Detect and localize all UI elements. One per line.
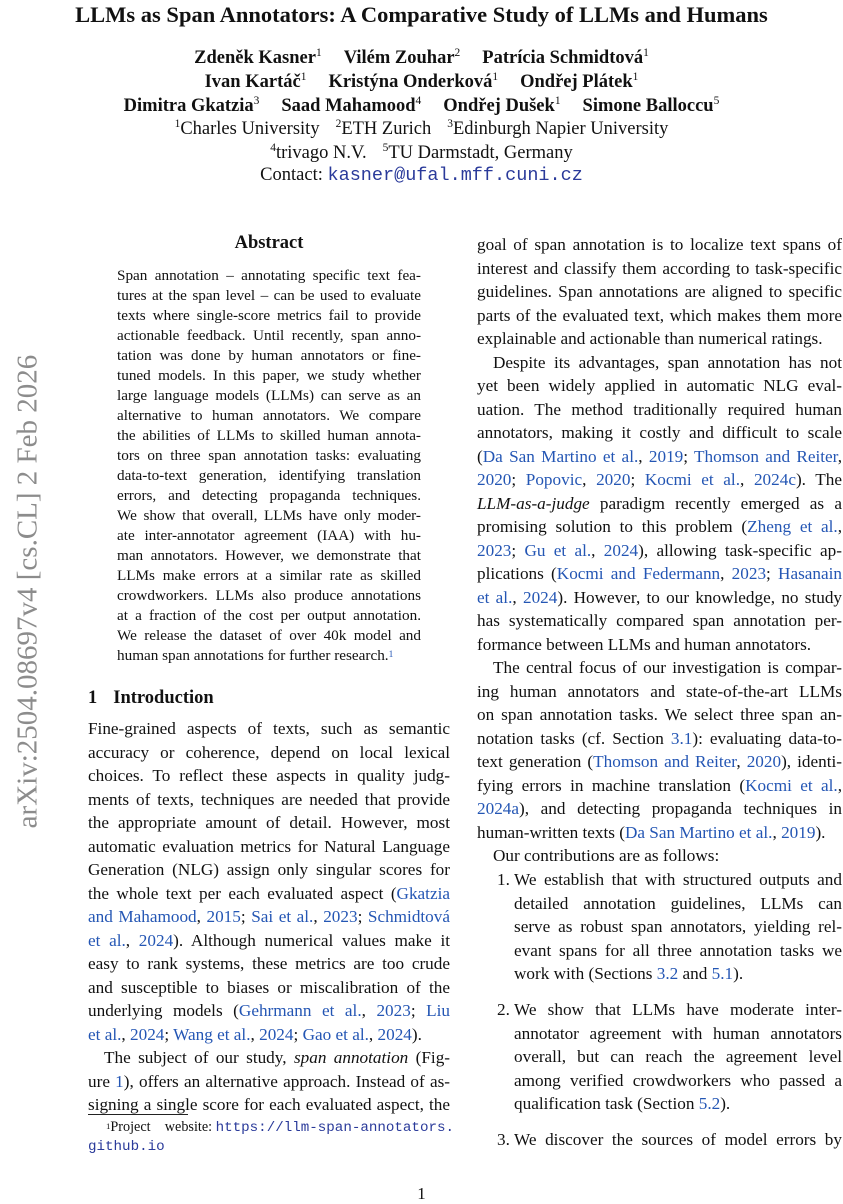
- affiliation-line: [0, 143, 843, 164]
- text-line: crowdworkers. LLMs also produce annotations: [117, 587, 421, 604]
- citation-link[interactable]: Kocmi et al.: [745, 775, 838, 795]
- page-number: 1: [417, 1184, 426, 1203]
- citation-link[interactable]: et al.: [88, 1024, 122, 1044]
- affiliation-line: [0, 119, 843, 140]
- text-line: and Mahamood, 2015; Sai et al., 2023; Schmidtová: [88, 907, 451, 926]
- text-line: serve as robust span annotators, yielding rel-: [514, 917, 842, 936]
- citation-link[interactable]: 2023: [477, 540, 512, 560]
- text-line: data-to-text generation, identifying translation: [117, 467, 421, 484]
- text-line: The central focus of our investigation is compar-: [493, 658, 842, 677]
- author-line: [0, 72, 843, 93]
- citation-link[interactable]: Da San Martino et al.: [624, 822, 773, 842]
- list-number: 1.: [497, 870, 510, 889]
- citation-link[interactable]: 2023: [323, 907, 358, 926]
- emphasis: LLM-as-a-judge: [477, 493, 590, 513]
- contact-line: [0, 165, 843, 186]
- author-name: Vilém Zouhar$^2$: [343, 47, 461, 68]
- citation-link[interactable]: et al.: [88, 930, 126, 950]
- footnote: [88, 1118, 454, 1157]
- citation-link[interactable]: Sai et al.: [251, 907, 314, 926]
- citation-link[interactable]: Thomson and Reiter: [694, 446, 838, 466]
- citation-link[interactable]: Gehrmann et al.: [238, 1001, 362, 1020]
- text-line: formance between LLMs and human annotators.: [477, 634, 812, 654]
- affiliation-marker: 3: [447, 118, 453, 130]
- text-line: et al., 2024). Although numerical values make it: [88, 930, 450, 950]
- text-line: at a fraction of the cost per output annotation.: [117, 607, 421, 624]
- text-line: We show that overall, LLMs have only moder-: [117, 507, 421, 524]
- citation-link[interactable]: 2024a: [477, 799, 520, 818]
- text-line: tation was done by human annotators or fine-: [117, 347, 421, 364]
- citation-link[interactable]: 5.2: [698, 1094, 721, 1113]
- text-line: Fine-grained aspects of texts, such as semantic: [88, 719, 450, 738]
- text-line: yet been widely applied in automatic NLG eval-: [477, 376, 842, 395]
- text-line: ate inter-annotator agreement (IAA) with hu-: [117, 527, 421, 544]
- affiliation: [447, 119, 668, 139]
- text-line: notation tasks (cf. Section 3.1): evaluating data-to-: [477, 728, 843, 748]
- affiliation-marker: 5: [382, 142, 389, 154]
- footnote-rule: [88, 1114, 188, 1115]
- affiliation-marker: 4: [415, 95, 422, 107]
- text-line: automatic evaluation metrics for Natural Language: [88, 836, 450, 856]
- text-line: explainable and actionable than numerical ratings.: [477, 329, 823, 348]
- citation-link[interactable]: Hasanain: [778, 564, 842, 583]
- footnote-url-link-cont[interactable]: github.io: [88, 1139, 165, 1155]
- text-line: Span annotation – annotating specific text fea-: [117, 267, 421, 284]
- text-line: LLM-as-a-judge paradigm recently emerged as a: [477, 493, 842, 513]
- text-line: human-written texts (Da San Martino et al., 2019).: [477, 822, 826, 842]
- list-number: 2.: [497, 1000, 510, 1019]
- affiliation-marker: 1: [554, 95, 561, 107]
- citation-link[interactable]: 2024: [138, 930, 174, 950]
- affiliation: [383, 143, 573, 163]
- citation-link[interactable]: Kocmi et al.: [644, 470, 740, 489]
- text-line: accuracy or coherence, depend on local lexical: [88, 742, 450, 762]
- author-line: [0, 48, 843, 69]
- text-line: plications (Kocmi and Federmann, 2023; Hasanain: [477, 564, 842, 583]
- emphasis: span annotation: [293, 1048, 409, 1067]
- text-line: We show that LLMs have moderate inter-: [514, 1000, 842, 1019]
- citation-link[interactable]: et al.: [477, 587, 513, 607]
- text-line: annotators, making it costly and difficult to scale: [477, 423, 842, 442]
- text-line: the abilities of LLMs to skilled human annota-: [117, 427, 421, 444]
- text-line: qualification task (Section 5.2).: [514, 1094, 731, 1113]
- author-name: Dimitra Gkatzia$^3$: [123, 95, 260, 116]
- affiliation-marker: 4: [270, 142, 276, 154]
- contact-label: Contact:: [260, 165, 323, 185]
- abstract-heading: Abstract: [234, 233, 304, 253]
- citation-link[interactable]: and Mahamood: [88, 907, 197, 926]
- text-line: goal of span annotation is to localize text spans of: [477, 235, 842, 254]
- list-item-text: [514, 998, 842, 1116]
- text-line: Our contributions are as follows:: [493, 846, 720, 865]
- citation-link[interactable]: Liu: [426, 1001, 451, 1020]
- author-name: Ivan Kartáč$^1$: [204, 71, 307, 92]
- text-line: tors on three span annotation tasks: evaluating: [117, 447, 421, 464]
- text-line: LLMs make errors at a similar rate as skilled: [117, 567, 421, 584]
- affiliation-name: TU Darmstadt, Germany: [388, 143, 573, 163]
- author-name: Simone Balloccu$^5$: [582, 95, 720, 116]
- citation-link[interactable]: 3.1: [670, 728, 693, 748]
- citation-link[interactable]: Wang et al.: [173, 1024, 251, 1044]
- affiliation-marker: 1: [643, 47, 649, 59]
- text-line: uation. The method traditionally required human: [477, 399, 842, 419]
- text-line: We discover the sources of model errors by: [514, 1130, 842, 1149]
- text-line: We release the dataset of over 40k model and: [117, 627, 421, 644]
- text-line: man annotators. However, we demonstrate that: [117, 547, 421, 564]
- affiliation: [270, 143, 366, 163]
- text-line: We establish that with structured outputs and: [514, 870, 842, 889]
- text-line: text generation (Thomson and Reiter, 2020), identi-: [477, 752, 843, 771]
- text-line: evant spans for all three annotation tasks we: [514, 940, 842, 960]
- text-line: has systematically compared span annotation per-: [477, 611, 842, 630]
- citation-link[interactable]: 2024: [130, 1024, 165, 1044]
- list-item-text: [514, 868, 842, 986]
- text-line: Despite its advantages, span annotation has not: [493, 352, 842, 372]
- text-line: tures at the span level – can be used to evaluate: [117, 287, 421, 304]
- text-line: The subject of our study, span annotation (Fig-: [104, 1048, 451, 1067]
- text-line: annotator agreement with human annotators: [514, 1023, 842, 1043]
- author-name: Saad Mahamood$^4$: [281, 95, 422, 116]
- text-line: overall, but can reach the agreement level: [514, 1047, 842, 1066]
- text-line: 2020; Popovic, 2020; Kocmi et al., 2024c). The: [477, 470, 843, 489]
- text-line: on span annotation tasks. We select three span an-: [477, 705, 842, 724]
- text-line: 2023; Gu et al., 2024), allowing task-specific ap-: [477, 540, 842, 560]
- text-line: ments of texts, techniques are needed that provide: [88, 789, 450, 809]
- text-line: detailed annotation guidelines, LLMs can: [514, 893, 842, 913]
- author-name: Zdeněk Kasner$^1$: [194, 47, 322, 68]
- text-line: the whole text per each evaluated aspect (Gkatzia: [88, 883, 450, 903]
- author-line: [0, 96, 843, 117]
- text-line: 2024a), and detecting propaganda techniques in: [477, 799, 842, 818]
- affiliation-marker: 5: [713, 95, 720, 107]
- text-line: and susceptible to biases or miscalibration of the: [88, 977, 450, 997]
- citation-link[interactable]: 2024c: [753, 470, 796, 489]
- affiliation-marker: 1: [492, 71, 499, 83]
- text-line: easy to rank systems, these metrics are too crude: [88, 954, 450, 973]
- section-title: Introduction: [113, 688, 214, 708]
- citation-link[interactable]: 2024: [259, 1024, 294, 1044]
- citation-link[interactable]: 5.1: [711, 964, 734, 983]
- text-line: errors, and detecting propaganda techniques.: [117, 487, 421, 504]
- text-line: among verified crowdworkers who passed a: [514, 1070, 842, 1090]
- citation-link[interactable]: 2015: [206, 907, 241, 926]
- text-line: guidelines. Span annotations are aligned to specific: [477, 282, 842, 301]
- citation-link[interactable]: Gu et al.: [524, 540, 592, 560]
- affiliation-name: Charles University: [180, 119, 320, 139]
- text-line: (Da San Martino et al., 2019; Thomson and Reiter,: [477, 446, 842, 466]
- author-name: Patrícia Schmidtová$^1$: [482, 47, 649, 68]
- contact-email-link[interactable]: kasner@ufal.mff.cuni.cz: [327, 165, 583, 186]
- list-item-text: [514, 1128, 842, 1152]
- text-line: ure 1), offers an alternative approach. Instead of as-: [88, 1071, 450, 1091]
- affiliation-marker: 1: [315, 47, 322, 59]
- paper-title: LLMs as Span Annotators: A Comparative Study of LLMs and Humans: [75, 2, 768, 27]
- citation-link[interactable]: 2019: [781, 822, 816, 842]
- footnote-ref-link[interactable]: 1: [388, 650, 394, 660]
- citation-link[interactable]: 3.2: [656, 964, 679, 983]
- citation-link[interactable]: 2019: [648, 446, 684, 466]
- affiliation-name: trivago N.V.: [275, 143, 367, 163]
- affiliation: [336, 119, 432, 139]
- citation-link[interactable]: 2024: [377, 1024, 412, 1044]
- citation-link[interactable]: Thomson and Reiter: [593, 752, 737, 771]
- affiliation-marker: 2: [335, 118, 342, 130]
- text-line: alternative to human annotators. We compare: [117, 407, 421, 424]
- text-line: signing a single score for each evaluated aspect, the: [88, 1095, 450, 1114]
- citation-link[interactable]: Da San Martino et al.: [482, 446, 639, 466]
- affiliation-marker: 2: [454, 47, 461, 59]
- citation-link[interactable]: 2020: [596, 470, 631, 489]
- affiliation-marker: 1: [300, 71, 307, 83]
- text-line: tuned models. In this paper, we study whether: [117, 367, 421, 384]
- citation-link[interactable]: Gao et al.: [302, 1024, 369, 1044]
- citation-link[interactable]: 2023: [731, 564, 767, 583]
- text-line: parts of the evaluated text, which makes them more: [477, 305, 842, 325]
- section-number: 1: [88, 688, 98, 708]
- affiliation-name: ETH Zurich: [341, 119, 432, 139]
- citation-link[interactable]: Popovic: [525, 470, 583, 489]
- author-name: Ondřej Plátek$^1$: [520, 71, 639, 92]
- text-line: ing human annotators and state-of-the-art LLMs: [477, 681, 842, 701]
- citation-link[interactable]: 2024: [603, 540, 639, 560]
- text-line: et al., 2024). However, to our knowledge, no study: [477, 587, 843, 607]
- list-number: 3.: [497, 1130, 510, 1149]
- text-line: promising solution to this problem (Zheng et al.,: [477, 517, 842, 536]
- text-line: choices. To reflect these aspects in quality judg-: [88, 766, 450, 785]
- text-line: actionable feedback. Until recently, span anno-: [117, 327, 421, 344]
- citation-link[interactable]: Kocmi and Federmann: [556, 564, 721, 583]
- citation-link[interactable]: Schmidtová: [367, 907, 451, 926]
- right-column-text: [477, 233, 842, 868]
- text-line: underlying models (Gehrmann et al., 2023; Liu: [88, 1001, 451, 1020]
- text-line: et al., 2024; Wang et al., 2024; Gao et al., 2024).: [88, 1024, 422, 1044]
- abstract-body: [117, 266, 421, 666]
- text-line: the appropriate amount of detail. However, most: [88, 813, 450, 832]
- left-column-text: [88, 717, 450, 1117]
- citation-link[interactable]: 2020: [477, 470, 512, 489]
- citation-link[interactable]: 2023: [376, 1001, 411, 1020]
- author-name: Ondřej Dušek$^1$: [443, 95, 561, 116]
- footnote-label: Project website:: [110, 1119, 213, 1135]
- citation-link[interactable]: 2020: [746, 752, 782, 771]
- text-line: interest and classify them according to task-specific: [477, 258, 842, 278]
- affiliation-marker: 1: [632, 71, 639, 83]
- citation-link[interactable]: 2024: [522, 587, 558, 607]
- footnote-url-link[interactable]: https://llm-span-annotators.: [215, 1120, 454, 1136]
- citation-link[interactable]: Zheng et al.: [747, 517, 838, 536]
- text-line: fying errors in machine translation (Kocmi et al.,: [477, 775, 842, 795]
- arxiv-stamp: arXiv:2504.08697v4 [cs.CL] 2 Feb 2026: [11, 354, 44, 829]
- text-line: texts where single-score metrics fail to provide: [117, 307, 421, 324]
- author-name: Kristýna Onderková$^1$: [328, 71, 499, 92]
- affiliation: [175, 119, 320, 139]
- affiliation-marker: 3: [253, 95, 260, 107]
- citation-link[interactable]: 1: [115, 1071, 124, 1091]
- affiliation-marker: 1: [174, 118, 181, 130]
- text-line: work with (Sections 3.2 and 5.1).: [514, 964, 744, 983]
- text-line: large language models (LLMs) can serve as an: [117, 387, 421, 404]
- citation-link[interactable]: Gkatzia: [396, 883, 450, 903]
- footnote-marker: 1: [106, 1121, 111, 1131]
- section-heading-introduction: [88, 688, 214, 709]
- text-line: human span annotations for further research.$^1$: [117, 647, 394, 664]
- affiliation-name: Edinburgh Napier University: [452, 119, 669, 139]
- text-line: Generation (NLG) assign only singular scores for: [88, 860, 450, 879]
